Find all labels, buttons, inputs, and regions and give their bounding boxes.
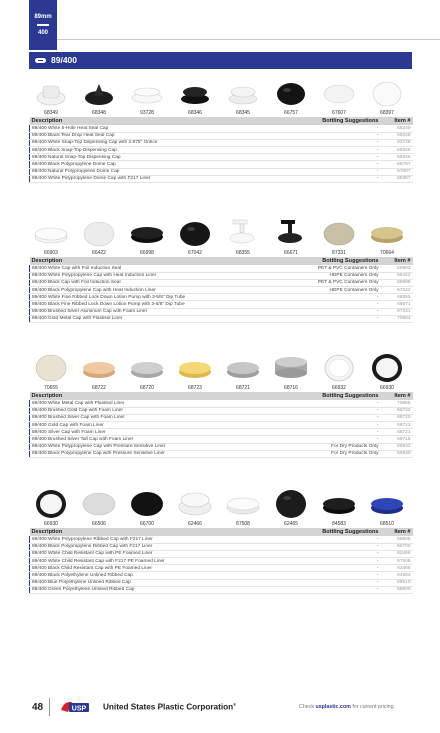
product-66932[interactable] xyxy=(317,352,361,392)
description-cell: 89/400 White Polypropylene Cap with Pressure Sensitive Liner xyxy=(30,443,298,450)
product-number: 67607 xyxy=(332,110,346,116)
product-images-row xyxy=(29,352,412,392)
product-68720[interactable] xyxy=(125,352,169,392)
product-table xyxy=(29,257,413,323)
item-cell: 68716 xyxy=(381,436,413,443)
product-68355[interactable] xyxy=(221,217,265,257)
item-cell: 68355 xyxy=(381,294,413,301)
table-row[interactable] xyxy=(30,565,413,572)
black-foil-seal-cap-image xyxy=(129,221,165,249)
suggestion-cell: PET & PVC Containers Only xyxy=(298,265,381,272)
black-induction-cap-image xyxy=(178,220,212,248)
description-cell: 89/400 Brushed Silver Tall Cap with Foam Liner xyxy=(30,436,298,443)
product-number: 93728 xyxy=(140,110,154,116)
product-number: 87331 xyxy=(332,250,346,256)
item-cell: 70664 xyxy=(381,315,413,322)
black-polyethylene-cap-image xyxy=(321,493,357,521)
description-cell: 89/400 White Snap-Top Dispensing Cap with 2.875" Orifice xyxy=(30,139,298,146)
item-cell: 70655 xyxy=(381,400,413,407)
product-68716[interactable] xyxy=(269,352,313,392)
brushed-silver-cap-image xyxy=(129,357,165,385)
table-row[interactable] xyxy=(30,536,413,543)
suggestion-cell: - xyxy=(298,422,381,429)
description-cell: 89/400 White Child Resistant Cap with PE Foamed Liner xyxy=(30,550,298,557)
gold-cap-image xyxy=(177,357,213,385)
suggestion-cell: - xyxy=(298,147,381,154)
white-metal-cap-image xyxy=(34,353,68,383)
tab-size-label: 89mm xyxy=(34,14,52,20)
cap-icon xyxy=(35,58,46,63)
natural-dome-cap-image xyxy=(322,80,356,108)
table-row[interactable] xyxy=(30,572,413,579)
suggestion-cell: - xyxy=(298,436,381,443)
product-number: 62466 xyxy=(188,521,202,527)
description-cell: 89/400 White Cap with Foil Induction Seal xyxy=(30,265,298,272)
product-70655[interactable] xyxy=(29,352,73,392)
item-cell: 68723 xyxy=(381,422,413,429)
white-pressure-sensitive-cap-image xyxy=(322,353,356,383)
item-cell: 68722 xyxy=(381,407,413,414)
description-cell: 89/400 Silver Cap with Foam Liner xyxy=(30,429,298,436)
table-row[interactable] xyxy=(30,147,413,154)
description-cell: 89/400 Natural Snap-Top Dispensing Cap xyxy=(30,154,298,161)
table-row[interactable] xyxy=(30,400,413,407)
product-68349[interactable] xyxy=(29,77,73,117)
suggestions-header: Bottling Suggestions xyxy=(298,528,381,536)
white-snap-top-cap-image xyxy=(129,80,165,108)
description-cell: 89/400 White 5-Hole Heat Seal Cap xyxy=(30,125,298,132)
product-images-row xyxy=(29,217,412,257)
table-row[interactable] xyxy=(30,308,413,315)
product-number: 68723 xyxy=(188,385,202,391)
table-row[interactable] xyxy=(30,132,413,139)
suggestions-header: Bottling Suggestions xyxy=(298,117,381,125)
brushed-gold-cap-image xyxy=(81,357,117,385)
product-images-row xyxy=(29,77,412,117)
description-cell: 89/400 Black Child Resistant Cap with PE Foamed Liner xyxy=(30,565,298,572)
footer-divider xyxy=(49,698,50,716)
product-66998[interactable] xyxy=(125,217,169,257)
product-number: 68722 xyxy=(92,385,106,391)
suggestion-cell: - xyxy=(298,154,381,161)
table-row[interactable] xyxy=(30,579,413,586)
product-66903[interactable] xyxy=(29,217,73,257)
description-cell: 89/400 Black Polypropylene Dome Cap xyxy=(30,161,298,168)
suggestion-cell: - xyxy=(298,175,381,182)
white-heat-seal-cap-image xyxy=(34,80,68,108)
product-66422[interactable] xyxy=(77,217,121,257)
item-cell: 87331 xyxy=(381,308,413,315)
tab-divider xyxy=(37,24,49,26)
header-rule xyxy=(57,39,440,40)
white-ribbed-cap-image xyxy=(82,490,116,520)
product-number: 66932 xyxy=(332,385,346,391)
suggestion-cell: - xyxy=(298,572,381,579)
suggestion-cell: - xyxy=(298,550,381,557)
black-lotion-pump-image xyxy=(274,218,308,248)
table-row[interactable] xyxy=(30,279,413,286)
item-header: Item # xyxy=(381,392,413,400)
description-cell: 89/400 Black Fine Ribbed Lock Down Lotion Pump with 3-5/8" Dip Tube xyxy=(30,301,298,308)
suggestion-cell: - xyxy=(298,414,381,421)
website-link[interactable]: usplastic.com xyxy=(315,704,351,710)
description-cell: 89/400 Green Polyethylene Unlined Ribbed Cap xyxy=(30,586,298,593)
table-row[interactable] xyxy=(30,139,413,146)
suggestion-cell: - xyxy=(298,407,381,414)
item-cell: 68510 xyxy=(381,579,413,586)
silver-cap-image xyxy=(225,357,261,385)
table-row[interactable] xyxy=(30,154,413,161)
suggestion-cell: - xyxy=(298,400,381,407)
table-row[interactable] xyxy=(30,558,413,565)
item-cell: 68397 xyxy=(381,175,413,182)
product-number: 68721 xyxy=(236,385,250,391)
white-child-resistant-f217-cap-image xyxy=(225,493,261,521)
black-ribbed-cap-image xyxy=(130,490,164,520)
product-section-4 xyxy=(29,488,412,594)
product-section-1 xyxy=(29,77,412,183)
product-68397[interactable] xyxy=(365,77,409,117)
suggestion-cell: - xyxy=(298,558,381,565)
pricing-note-pre: Check xyxy=(299,704,315,710)
product-68722[interactable] xyxy=(77,352,121,392)
black-teardrop-cap-image xyxy=(82,80,116,108)
table-row[interactable] xyxy=(30,294,413,301)
description-cell: 89/400 Black Snap-Top Dispensing Cap xyxy=(30,147,298,154)
item-cell: 66700 xyxy=(381,543,413,550)
suggestion-cell: For Dry Products Only xyxy=(298,450,381,457)
table-header-row xyxy=(30,257,413,265)
product-66700[interactable] xyxy=(125,488,169,528)
product-table xyxy=(29,528,413,594)
suggestion-cell: - xyxy=(298,429,381,436)
product-66930-b[interactable] xyxy=(29,488,73,528)
table-row[interactable] xyxy=(30,265,413,272)
tab-finish-label: 400 xyxy=(37,30,48,36)
description-cell: 89/400 Gold Cap with Foam Liner xyxy=(30,422,298,429)
product-table xyxy=(29,117,413,183)
black-child-resistant-cap-image xyxy=(274,489,308,519)
description-cell: 89/400 Brushed Gold Cap with Foam Liner xyxy=(30,407,298,414)
table-row[interactable] xyxy=(30,450,413,457)
gold-metal-cap-image xyxy=(369,222,405,250)
description-cell: 89/400 White Metal Cap with Plastisol Liner xyxy=(30,400,298,407)
product-section-3 xyxy=(29,352,412,458)
product-62465[interactable] xyxy=(269,488,313,528)
suggestion-cell: - xyxy=(298,139,381,146)
item-header: Item # xyxy=(381,117,413,125)
table-row[interactable] xyxy=(30,272,413,279)
suggestion-cell: - xyxy=(298,586,381,593)
product-number: 66422 xyxy=(92,250,106,256)
description-cell: 89/400 White Polypropylene Ribbed Cap with F217 Liner xyxy=(30,536,298,543)
suggestions-header: Bottling Suggestions xyxy=(298,392,381,400)
description-cell: 89/400 Black Polypropylene Ribbed Cap with F217 Liner xyxy=(30,543,298,550)
section-banner xyxy=(29,52,412,69)
blue-polyethylene-cap-image xyxy=(369,493,405,521)
company-name xyxy=(103,702,236,712)
table-row[interactable] xyxy=(30,443,413,450)
suggestion-cell: - xyxy=(298,294,381,301)
item-cell: 93728 xyxy=(381,139,413,146)
description-cell: 89/400 White Child Resistant Cap with F217 PE Foamed Liner xyxy=(30,558,298,565)
product-66930[interactable] xyxy=(365,352,409,392)
suggestion-cell: HDPE Containers Only xyxy=(298,272,381,279)
suggestion-cell: - xyxy=(298,168,381,175)
product-93728[interactable] xyxy=(125,77,169,117)
product-68345[interactable] xyxy=(221,77,265,117)
suggestion-cell: - xyxy=(298,125,381,132)
product-number: 66930 xyxy=(44,521,58,527)
item-cell: 66930 xyxy=(381,450,413,457)
product-images-row xyxy=(29,488,412,528)
product-number: 68716 xyxy=(284,385,298,391)
suggestion-cell: - xyxy=(298,308,381,315)
table-row[interactable] xyxy=(30,125,413,132)
table-row[interactable] xyxy=(30,543,413,550)
item-cell: 84583 xyxy=(381,572,413,579)
item-cell: 68345 xyxy=(381,154,413,161)
white-lotion-pump-image xyxy=(226,218,260,248)
item-cell: 68348 xyxy=(381,132,413,139)
description-cell: 89/400 Black Polypropylene Cap with Heat Induction Liner xyxy=(30,287,298,294)
suggestion-cell: - xyxy=(298,132,381,139)
table-header-row xyxy=(30,528,413,536)
product-number: 68720 xyxy=(140,385,154,391)
item-cell: 67042 xyxy=(381,287,413,294)
table-row[interactable] xyxy=(30,414,413,421)
suggestion-cell: PET & PVC Containers Only xyxy=(298,279,381,286)
product-67607[interactable] xyxy=(317,77,361,117)
product-66506[interactable] xyxy=(77,488,121,528)
table-row[interactable] xyxy=(30,315,413,322)
product-68723[interactable] xyxy=(173,352,217,392)
item-cell: 68349 xyxy=(381,125,413,132)
item-cell: 67607 xyxy=(381,168,413,175)
pricing-note xyxy=(299,704,395,710)
item-header: Item # xyxy=(381,528,413,536)
table-row[interactable] xyxy=(30,161,413,168)
product-number: 66700 xyxy=(140,521,154,527)
product-number: 68355 xyxy=(236,250,250,256)
suggestions-header: Bottling Suggestions xyxy=(298,257,381,265)
item-cell: 62465 xyxy=(381,565,413,572)
suggestion-cell: - xyxy=(298,315,381,322)
black-pressure-sensitive-cap-image xyxy=(370,353,404,383)
table-row[interactable] xyxy=(30,287,413,294)
table-row[interactable] xyxy=(30,175,413,182)
banner-title: 89/400 xyxy=(51,55,77,65)
table-row[interactable] xyxy=(30,429,413,436)
brushed-silver-tall-cap-image xyxy=(273,355,309,383)
page-footer xyxy=(29,697,412,717)
description-cell: 89/400 Brushed Silver Cap with Foam Liner xyxy=(30,414,298,421)
item-cell: 66757 xyxy=(381,161,413,168)
suggestion-cell: - xyxy=(298,536,381,543)
pricing-note-post: for current pricing. xyxy=(352,704,395,710)
item-cell: 66932 xyxy=(381,443,413,450)
product-section-2 xyxy=(29,217,412,323)
black-pressure-sensitive-cap-image xyxy=(34,489,68,519)
size-tab xyxy=(29,0,57,50)
table-header-row xyxy=(30,117,413,125)
item-cell: 66998 xyxy=(381,279,413,286)
item-cell: 68720 xyxy=(381,414,413,421)
svg-text:USP: USP xyxy=(71,705,87,713)
suggestion-cell: - xyxy=(298,161,381,168)
description-header: Description xyxy=(30,257,298,265)
description-cell: 89/400 Gold Metal Cap with Plastisol Liner xyxy=(30,315,298,322)
product-number: 70655 xyxy=(44,385,58,391)
description-cell: 89/400 White Fine Ribbed Lock Down Lotion Pump with 3-5/8" Dip Tube xyxy=(30,294,298,301)
product-number: 70664 xyxy=(380,250,394,256)
product-number: 66671 xyxy=(284,250,298,256)
product-number: 68348 xyxy=(92,110,106,116)
table-row[interactable] xyxy=(30,422,413,429)
product-66757[interactable] xyxy=(269,77,313,117)
item-cell: 66422 xyxy=(381,272,413,279)
white-induction-cap-image xyxy=(82,220,116,248)
table-row[interactable] xyxy=(30,407,413,414)
product-number: 67042 xyxy=(188,250,202,256)
suggestion-cell: - xyxy=(298,301,381,308)
table-row[interactable] xyxy=(30,586,413,593)
product-68348[interactable] xyxy=(77,77,121,117)
product-number: 68345 xyxy=(236,110,250,116)
product-87331[interactable] xyxy=(317,217,361,257)
product-number: 68349 xyxy=(44,110,58,116)
suggestion-cell: HDPE Containers Only xyxy=(298,287,381,294)
product-67042[interactable] xyxy=(173,217,217,257)
suggestion-cell: - xyxy=(298,565,381,572)
product-number: 68397 xyxy=(380,110,394,116)
description-cell: 89/400 Natural Polypropylene Dome Cap xyxy=(30,168,298,175)
natural-snap-top-cap-image xyxy=(226,80,260,108)
item-cell: 87508 xyxy=(381,558,413,565)
black-snap-top-cap-image xyxy=(178,80,212,108)
product-number: 68510 xyxy=(380,521,394,527)
item-cell: 68721 xyxy=(381,429,413,436)
description-cell: 89/400 Black Cap with Foil Induction Seal xyxy=(30,279,298,286)
description-cell: 89/400 White Polypropylene Cap with Heat Induction Liner xyxy=(30,272,298,279)
item-cell: 66671 xyxy=(381,301,413,308)
product-number: 66506 xyxy=(92,521,106,527)
product-number: 66757 xyxy=(284,110,298,116)
product-number: 66998 xyxy=(140,250,154,256)
description-cell: 89/400 Brushed Silver Aluminum Cap with Foam Liner xyxy=(30,308,298,315)
company-name-text: United States Plastic Corporation xyxy=(103,702,234,712)
table-row[interactable] xyxy=(30,301,413,308)
product-table xyxy=(29,392,413,458)
page-number: 48 xyxy=(32,702,44,713)
product-68721[interactable] xyxy=(221,352,265,392)
black-dome-cap-image xyxy=(274,80,308,108)
product-number: 68346 xyxy=(188,110,202,116)
product-66671[interactable] xyxy=(269,217,313,257)
suggestion-cell: For Dry Products Only xyxy=(298,443,381,450)
product-68510[interactable] xyxy=(365,488,409,528)
description-cell: 89/400 Black Tear Drop Heat Seal Cap xyxy=(30,132,298,139)
description-cell: 89/400 Black Polyethylene Unlined Ribbed Cap xyxy=(30,572,298,579)
item-cell: 66506 xyxy=(381,536,413,543)
table-row[interactable] xyxy=(30,550,413,557)
product-number: 66903 xyxy=(44,250,58,256)
item-header: Item # xyxy=(381,257,413,265)
white-child-resistant-cap-image xyxy=(177,489,213,519)
product-number: 84583 xyxy=(332,521,346,527)
description-header: Description xyxy=(30,392,298,400)
description-cell: 89/400 White Polypropylene Dome Cap with F217 Liner xyxy=(30,175,298,182)
product-87508[interactable] xyxy=(221,488,265,528)
registered-mark: ® xyxy=(233,702,237,707)
item-cell: 66903 xyxy=(381,265,413,272)
suggestion-cell: - xyxy=(298,543,381,550)
product-number: 87508 xyxy=(236,521,250,527)
suggestion-cell: - xyxy=(298,579,381,586)
product-84583[interactable] xyxy=(317,488,361,528)
description-header: Description xyxy=(30,117,298,125)
item-cell: 68346 xyxy=(381,147,413,154)
brushed-silver-aluminum-cap-image xyxy=(322,220,356,248)
white-dome-cap-image xyxy=(370,80,404,108)
table-row[interactable] xyxy=(30,436,413,443)
description-cell: 89/400 Blue Polyethylene Unlined Ribbed Cap xyxy=(30,579,298,586)
product-62466[interactable] xyxy=(173,488,217,528)
usp-logo-icon xyxy=(60,700,90,714)
product-68346[interactable] xyxy=(173,77,217,117)
item-cell: 68509 xyxy=(381,586,413,593)
description-cell: 89/400 Black Polypropylene Cap with Pressure Sensitive Liner xyxy=(30,450,298,457)
product-number: 62465 xyxy=(284,521,298,527)
table-header-row xyxy=(30,392,413,400)
table-row[interactable] xyxy=(30,168,413,175)
description-header: Description xyxy=(30,528,298,536)
product-70664[interactable] xyxy=(365,217,409,257)
product-number: 66930 xyxy=(380,385,394,391)
white-foil-seal-cap-image xyxy=(33,221,69,249)
item-cell: 62466 xyxy=(381,550,413,557)
